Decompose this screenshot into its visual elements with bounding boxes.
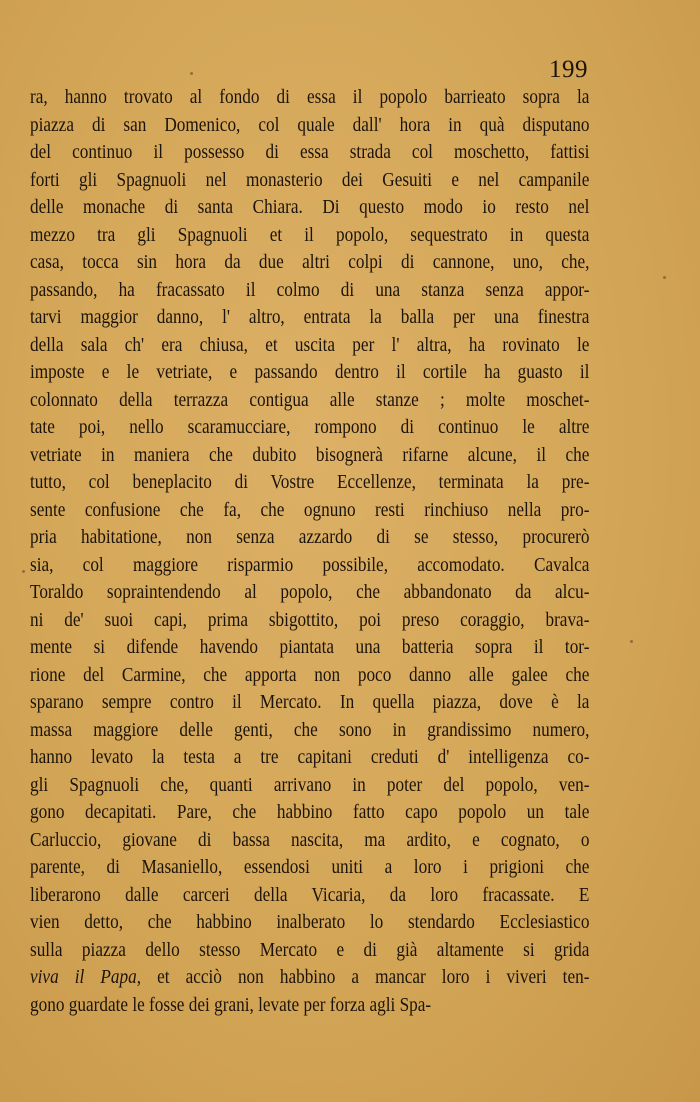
paper-speck (663, 276, 666, 279)
page-number: 199 (549, 56, 588, 83)
text-line: della sala ch' era chiusa, et uscita per l' altra, ha rovinato le (30, 333, 590, 356)
text-line: piazza di san Domenico, col quale dall' hora in quà disputano (30, 113, 590, 136)
text-line: passando, ha fracassato il colmo di una stanza senza appor- (30, 278, 590, 301)
text-line: Carluccio, giovane di bassa nascita, ma ardito, e cognato, o (30, 828, 590, 851)
text-line: ni de' suoi capi, prima sbigottito, poi preso coraggio, brava- (30, 608, 590, 631)
text-line: sia, col maggiore risparmio possibile, accomodato. Cavalca (30, 553, 590, 576)
text-line (30, 964, 589, 992)
text-line: Toraldo sopraintendendo al popolo, che abbandonato da alcu- (30, 581, 590, 603)
text-line: gono decapitati. Pare, che habbino fatto capo popolo un tale (30, 801, 590, 823)
text-line: tutto, col beneplacito di Vostre Eccellenze, terminata la pre- (30, 471, 590, 493)
text-line: rione del Carmine, che apporta non poco danno alle galee che (30, 663, 590, 686)
paper-speck (190, 72, 193, 75)
text-line: colonnato della terrazza contigua alle stanze ; molte moschet- (30, 388, 590, 411)
text-line: gono guardate le fosse dei grani, levate per forza agli Spa- (30, 993, 432, 1016)
text-line: ra, hanno trovato al fondo di essa il popolo barrieato sopra la (30, 86, 590, 108)
paper-speck (22, 570, 25, 573)
text-line: delle monache di santa Chiara. Di questo modo io resto nel (30, 196, 590, 218)
text-line: vetriate in maniera che dubito bisognerà rifarne alcune, il che (30, 443, 590, 466)
text-line: sparano sempre contro il Mercato. In quella piazza, dove è la (30, 691, 590, 713)
text-line: gli Spagnuoli che, quanti arrivano in poter del popolo, ven- (30, 773, 590, 796)
text-line: liberarono dalle carceri della Vicaria, da loro fracassate. E (30, 883, 590, 906)
italic-phrase: viva il Papa (30, 966, 137, 988)
text-line: sulla piazza dello stesso Mercato e di già altamente si grida (30, 938, 590, 961)
text-line: imposte e le vetriate, e passando dentro il cortile ha guasto il (30, 361, 590, 383)
text-line: del continuo il possesso di essa strada col moschetto, fattisi (30, 141, 590, 163)
body-text (30, 84, 590, 1019)
text-line: tate poi, nello scaramucciare, rompono di continuo le altre (30, 416, 590, 438)
text-line: casa, tocca sin hora da due altri colpi di cannone, uno, che, (30, 251, 590, 273)
text-line: mente si difende havendo piantata una batteria sopra il tor- (30, 636, 590, 658)
text-segment: , et acciò non habbino a mancar loro i viveri ten- (136, 966, 590, 988)
text-line: tarvi maggior danno, l' altro, entrata la balla per una finestra (30, 306, 590, 328)
text-line: sente confusione che fa, che ognuno resti rinchiuso nella pro- (30, 498, 590, 521)
text-line: parente, di Masaniello, essendosi uniti a loro i prigioni che (30, 856, 590, 878)
text-line: hanno levato la testa a tre capitani creduti d' intelligenza co- (30, 746, 590, 768)
paper-speck (630, 640, 633, 643)
text-line: forti gli Spagnuoli nel monasterio dei Gesuiti e nel campanile (30, 168, 590, 191)
text-line: pria habitatione, non senza azzardo di se stesso, procurerò (30, 526, 590, 548)
text-line: mezzo tra gli Spagnuoli et il popolo, sequestrato in questa (30, 223, 590, 246)
text-line: vien detto, che habbino inalberato lo stendardo Ecclesiastico (30, 911, 590, 933)
text-line: massa maggiore delle genti, che sono in grandissimo numero, (30, 718, 590, 741)
